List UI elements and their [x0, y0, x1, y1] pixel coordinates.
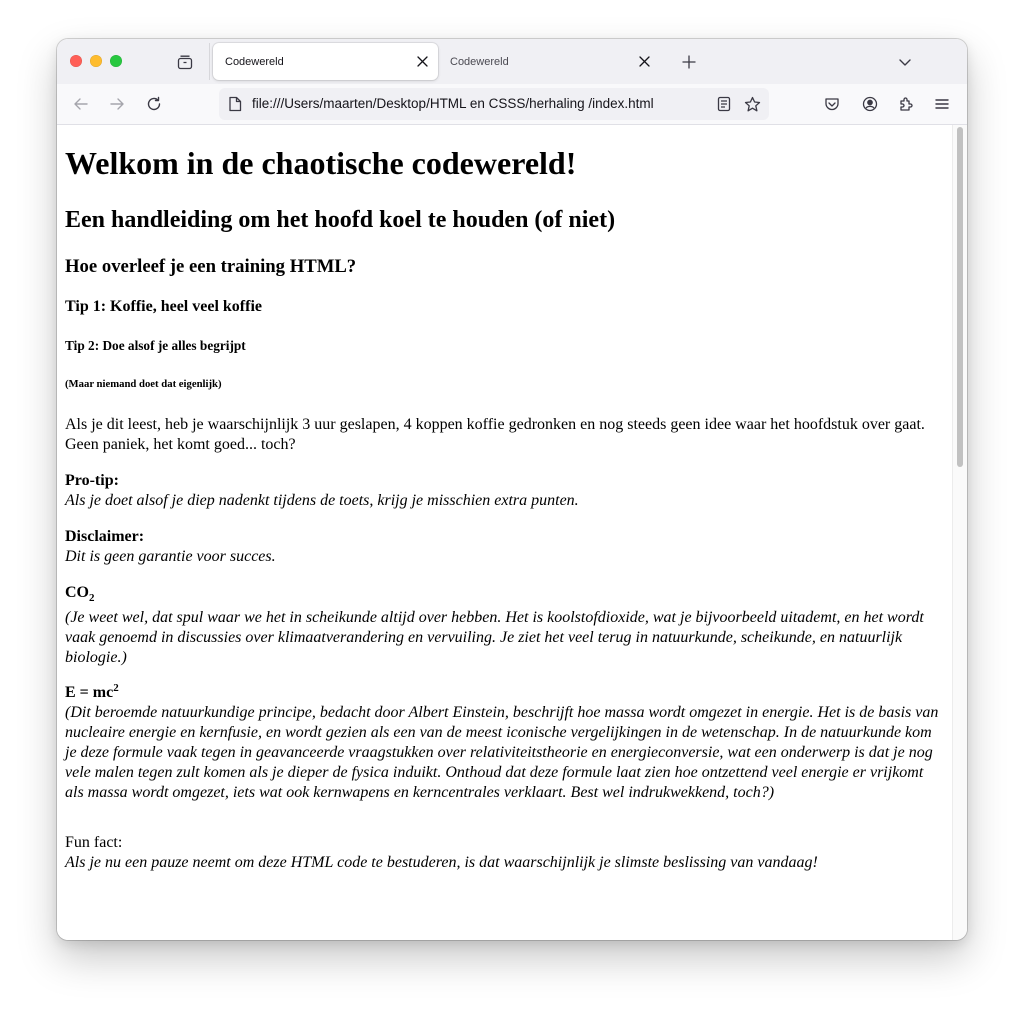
- fun-fact-paragraph: [65, 833, 945, 873]
- reader-view-icon[interactable]: [716, 96, 732, 112]
- co2-formula: [65, 583, 945, 608]
- heading-h2: Een handleiding om het hoofd koel te houden (of niet): [65, 207, 616, 233]
- pro-tip-paragraph: [65, 471, 945, 511]
- co2-subscript: 2: [89, 592, 95, 604]
- emc-text: (Dit beroemde natuurkundige principe, bedacht door Albert Einstein, beschrijft hoe massa wordt omgezet in energie. Het is de basis van nucleaire energie en kernfusie, en wordt gezien als een van de meest iconische vergelijkingen in de wetenschap. In de natuurkunde kom je deze formule vaak tegen in geavanceerde vraagstukken over relativiteitstheorie en energieconversie, wat een onderwerp is dat je nog vele malen tegen zult komen als je dieper de fysica induikt. Onthoud dat deze formule laat zien hoe ontzettend veel energie er vrijkomt als massa wordt omgezet, iets wat ook kernwapens en kerncentrales verklaart. Best wel indrukwekkend, toch?): [65, 704, 939, 801]
- chevron-down-icon[interactable]: [895, 52, 915, 72]
- vertical-scrollbar[interactable]: [952, 125, 967, 940]
- pro-tip-text: Als je doet alsof je diep nadenkt tijdens de toets, krijg je misschien extra punten.: [65, 492, 579, 509]
- heading-h1: Welkom in de chaotische codewereld!: [65, 145, 577, 181]
- emc-formula: [65, 678, 945, 703]
- heading-h3: Hoe overleef je een training HTML?: [65, 256, 357, 277]
- emc-label: E = mc: [65, 684, 114, 701]
- fun-fact-text: Als je nu een pauze neemt om deze HTML code te bestuderen, is dat waarschijnlijk je slimste beslissing van vandaag!: [65, 854, 818, 871]
- heading-h5: Tip 2: Doe alsof je alles begrijpt: [65, 338, 246, 353]
- hamburger-menu-icon[interactable]: [932, 94, 952, 114]
- account-icon[interactable]: [860, 94, 880, 114]
- co2-label: CO: [65, 584, 89, 601]
- disclaimer-text: Dit is geen garantie voor succes.: [65, 548, 276, 565]
- tabs-overview-icon[interactable]: [175, 52, 195, 72]
- url-bar[interactable]: [219, 88, 769, 120]
- page-icon: [227, 96, 243, 112]
- disclaimer-label: Disclaimer:: [65, 528, 145, 545]
- co2-paragraph: [65, 583, 945, 668]
- emc-superscript: 2: [113, 682, 119, 694]
- tab-label: Codewereld: [450, 55, 509, 68]
- pro-tip-label: Pro-tip:: [65, 472, 119, 489]
- disclaimer-paragraph: [65, 527, 945, 567]
- tab-label: Codewereld: [225, 55, 284, 68]
- pocket-icon[interactable]: [822, 94, 842, 114]
- browser-window: [57, 39, 967, 940]
- fun-fact-label: Fun fact:: [65, 834, 123, 851]
- page-content: [57, 125, 952, 940]
- emc-paragraph: [65, 678, 945, 803]
- close-icon[interactable]: [636, 53, 652, 69]
- window-close-button[interactable]: [70, 55, 82, 67]
- scrollbar-thumb[interactable]: [957, 127, 963, 467]
- new-tab-icon[interactable]: [679, 52, 699, 72]
- url-text[interactable]: file:///Users/maarten/Desktop/HTML en CSSS/herhaling /index.html: [252, 96, 654, 111]
- close-icon[interactable]: [414, 53, 430, 69]
- tab-inactive[interactable]: [438, 43, 660, 80]
- intro-paragraph: Als je dit leest, heb je waarschijnlijk 3 uur geslapen, 4 koppen koffie gedronken en nog steeds geen idee waar het hoofdstuk over gaat. Geen paniek, het komt goed... toch?: [65, 416, 925, 453]
- heading-h6: (Maar niemand doet dat eigenlijk): [65, 378, 222, 390]
- heading-h4: Tip 1: Koffie, heel veel koffie: [65, 298, 262, 315]
- reload-icon[interactable]: [144, 94, 164, 114]
- forward-arrow-icon[interactable]: [107, 94, 127, 114]
- window-maximize-button[interactable]: [110, 55, 122, 67]
- tab-strip: [57, 39, 967, 84]
- back-arrow-icon[interactable]: [71, 94, 91, 114]
- star-icon[interactable]: [743, 95, 761, 113]
- tab-active[interactable]: [213, 43, 438, 80]
- extensions-icon[interactable]: [896, 94, 916, 114]
- window-minimize-button[interactable]: [90, 55, 102, 67]
- co2-text: (Je weet wel, dat spul waar we het in scheikunde altijd over hebben. Het is koolstofdioxide, wat je bijvoorbeeld uitademt, en het wordt vaak genoemd in discussies over klimaatverandering en vervuiling. Je ziet het veel terug in natuurkunde, scheikunde, en natuurlijk biologie.): [65, 609, 924, 666]
- tab-strip-divider: [209, 43, 210, 80]
- navigation-bar: [57, 84, 967, 125]
